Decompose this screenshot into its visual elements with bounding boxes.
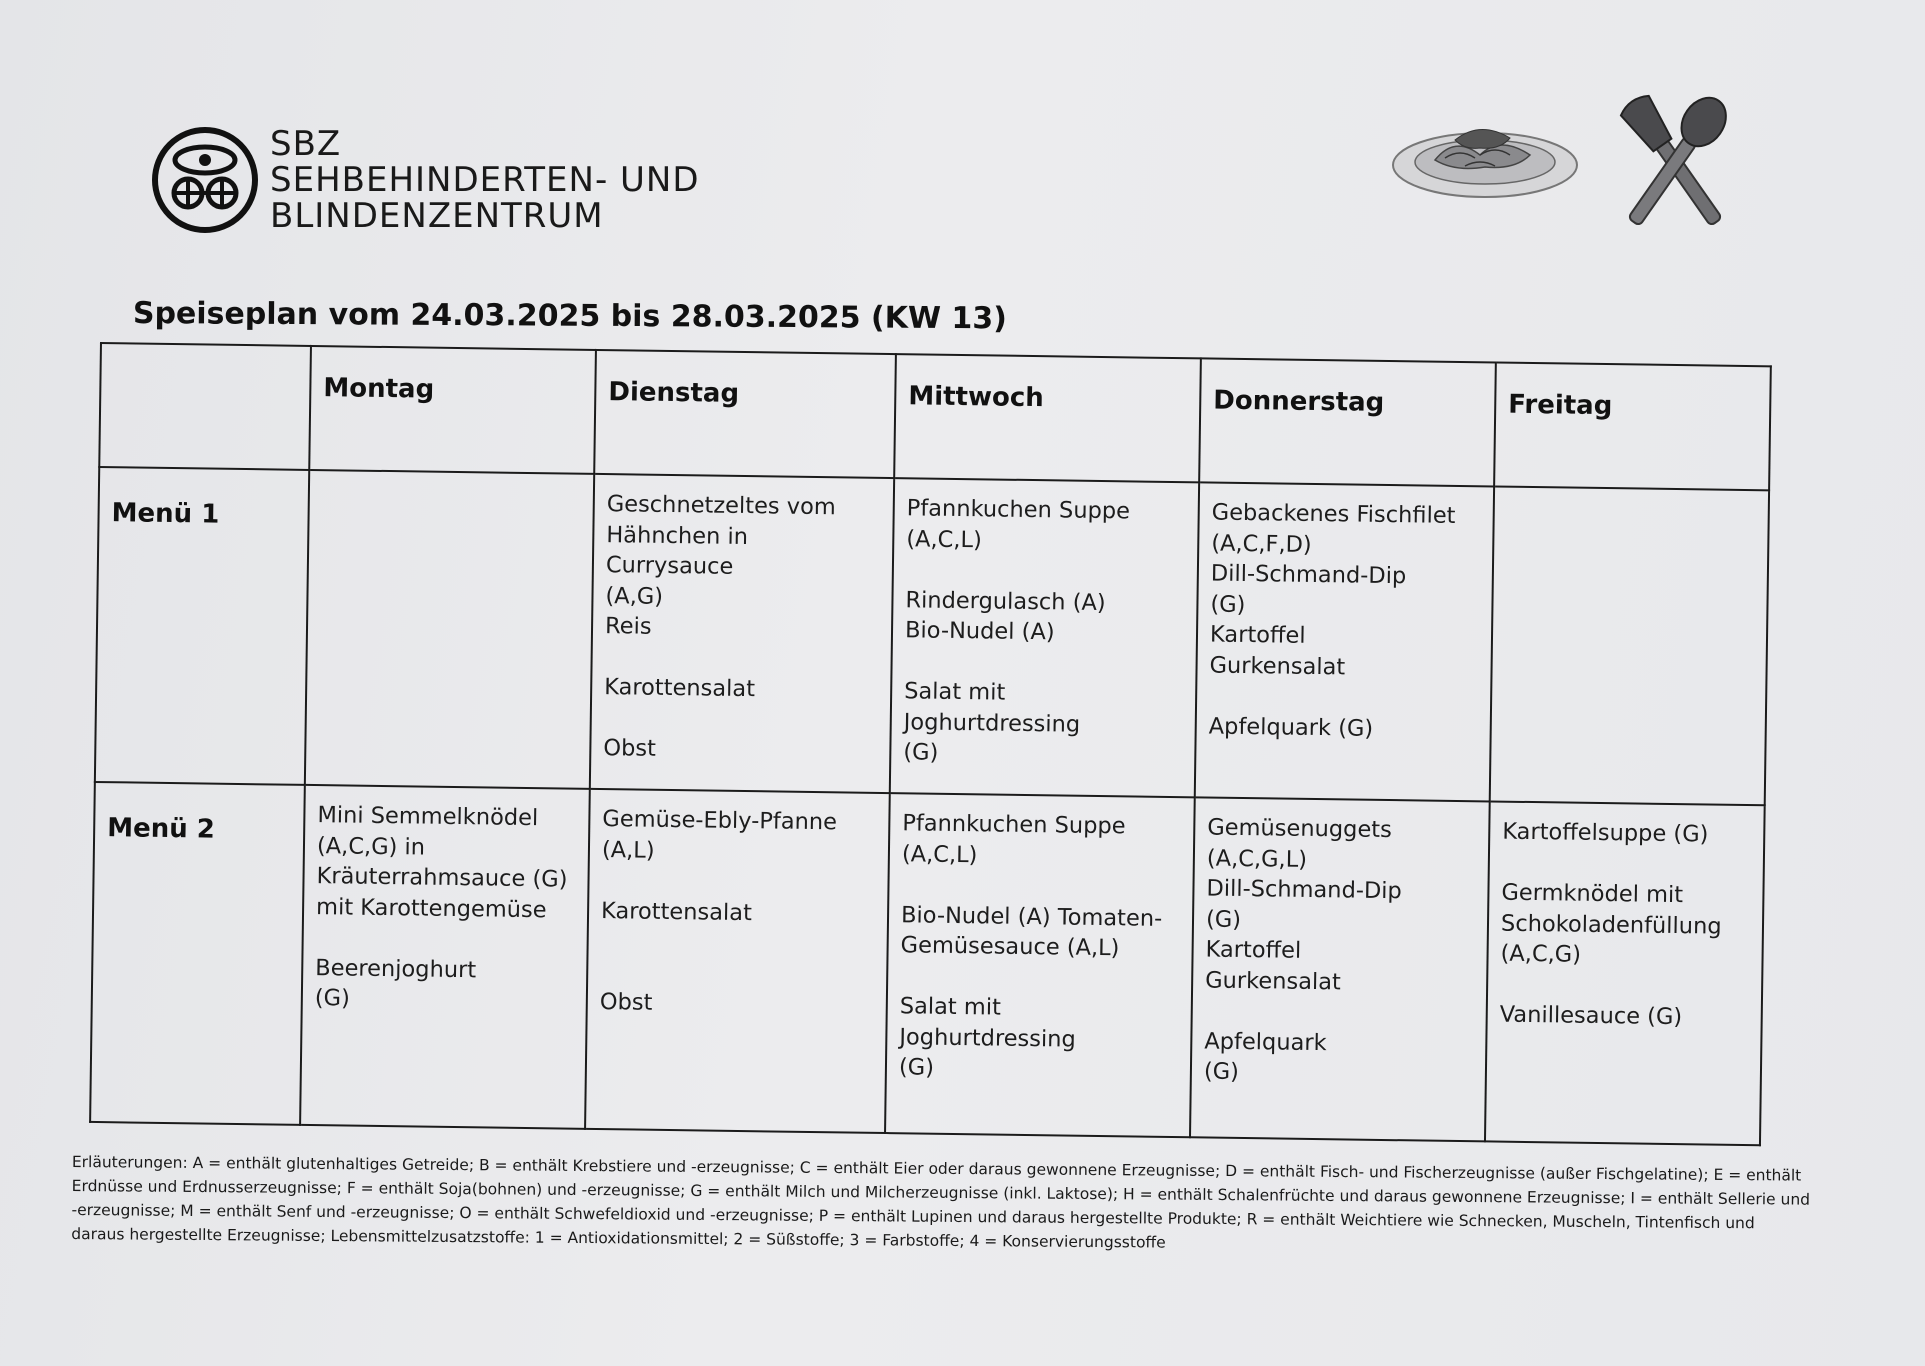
menu-table	[89, 342, 1772, 1146]
header-corner	[99, 343, 311, 470]
table-row-menu-2	[90, 782, 1765, 1145]
crossed-utensils-icon	[1600, 85, 1750, 240]
menu-table-wrapper	[89, 342, 1770, 1135]
page-title: Speiseplan vom 24.03.2025 bis 28.03.2025 (KW 13)	[132, 296, 1008, 337]
header-row	[99, 343, 1771, 490]
menu-2-donnerstag-text: Gemüsenuggets (A,C,G,L) Dill-Schmand-Dip (G) Kartoffel Gurkensalat Apfelquark (G)	[1203, 814, 1402, 1085]
menu-1-montag-cell	[305, 470, 594, 789]
spaghetti-plate-icon	[1385, 100, 1585, 210]
org-name-line-1: SBZ	[270, 124, 342, 164]
menu-1-mittwoch-text: Pfannkuchen Suppe (A,C,L) Rindergulasch (A) Bio-Nudel (A) Salat mit Joghurtdressing (G)	[903, 495, 1131, 766]
menu-1-donnerstag-text: Gebackenes Fischfilet (A,C,F,D) Dill-Schmand-Dip (G) Kartoffel Gurkensalat Apfelquark (G)	[1208, 499, 1456, 742]
menu-1-dienstag-text: Geschnetzeltes vom Hähnchen in Currysauce (A,G) Reis Karottensalat Obst	[603, 491, 836, 762]
org-logo	[150, 125, 700, 235]
menu-2-freitag-cell	[1485, 801, 1765, 1145]
allergen-legend: Erläuterungen: A = enthält glutenhaltiges Getreide; B = enthält Krebstiere und -erzeugnisse; C = enthält Eier oder daraus gewonnene Erzeugnisse; D = enthält Fisch- und Fischerzeugnisse (außer Fischgelatine); E = enthält Erdnüsse und Erdnusserzeugnisse; F = enthält Soja(bohnen) und -erzeugnisse; G = enthält Milch und Milcherzeugnisse (inkl. Laktose); H = enthält Schalenfrüchte und daraus gewonnene Erzeugnisse; I = enthält Sellerie und -erzeugnisse; M = enthält Senf und -erzeugnisse; O = enthält Schwefeldioxid und -erzeugnisse; P = enthält Lupinen und daraus hergestellte Produkte; R = enthält Weichtiere wie Schnecken, Muscheln, Tintenfisch und daraus hergestellte Erzeugnisse; Lebensmittelzusatzstoffe: 1 = Antioxidationsmittel; 2 = Süßstoffe; 3 = Farbstoffe; 4 = Konservierungsstoffe	[71, 1152, 1811, 1252]
menu-1-dienstag-cell	[590, 474, 894, 793]
menu-1-mittwoch-cell	[890, 478, 1199, 797]
menu-2-donnerstag-cell	[1190, 797, 1490, 1141]
header-day-donnerstag: Donnerstag	[1199, 358, 1496, 486]
menu-2-mittwoch-cell	[885, 793, 1195, 1137]
header-day-dienstag: Dienstag	[594, 350, 896, 478]
menu-2-dienstag-text: Gemüse-Ebly-Pfanne (A,L) Karottensalat Obst	[599, 806, 838, 1016]
row-label-menu-2: Menü 2	[90, 782, 305, 1125]
org-name-line-3: BLINDENZENTRUM	[270, 196, 604, 236]
org-name	[270, 126, 700, 234]
menu-2-dienstag-cell	[585, 789, 890, 1133]
menu-2-montag-cell	[300, 785, 590, 1129]
org-name-line-2: SEHBEHINDERTEN- UND	[270, 160, 700, 200]
menu-2-mittwoch-text: Pfannkuchen Suppe (A,C,L) Bio-Nudel (A) Tomaten- Gemüsesauce (A,L) Salat mit Joghurtdressing (G)	[898, 810, 1163, 1081]
menu-1-freitag-cell	[1490, 486, 1769, 805]
header-day-mittwoch: Mittwoch	[894, 354, 1201, 482]
row-label-menu-1: Menü 1	[95, 467, 309, 785]
header-day-montag: Montag	[309, 346, 596, 474]
header-day-freitag: Freitag	[1494, 362, 1771, 490]
sbz-logo-icon	[150, 125, 260, 235]
menu-1-donnerstag-cell	[1195, 482, 1494, 801]
menu-1-montag-text	[322, 485, 583, 489]
menu-2-montag-text: Mini Semmelknödel (A,C,G) in Kräuterrahmsauce (G) mit Karottengemüse Beerenjoghurt (G)	[314, 802, 568, 1012]
menu-2-freitag-text: Kartoffelsuppe (G) Germknödel mit Schokoladenfüllung (A,C,G) Vanillesauce (G)	[1499, 818, 1722, 1031]
table-row-menu-1	[95, 467, 1769, 805]
menu-1-freitag-text	[1507, 502, 1758, 506]
